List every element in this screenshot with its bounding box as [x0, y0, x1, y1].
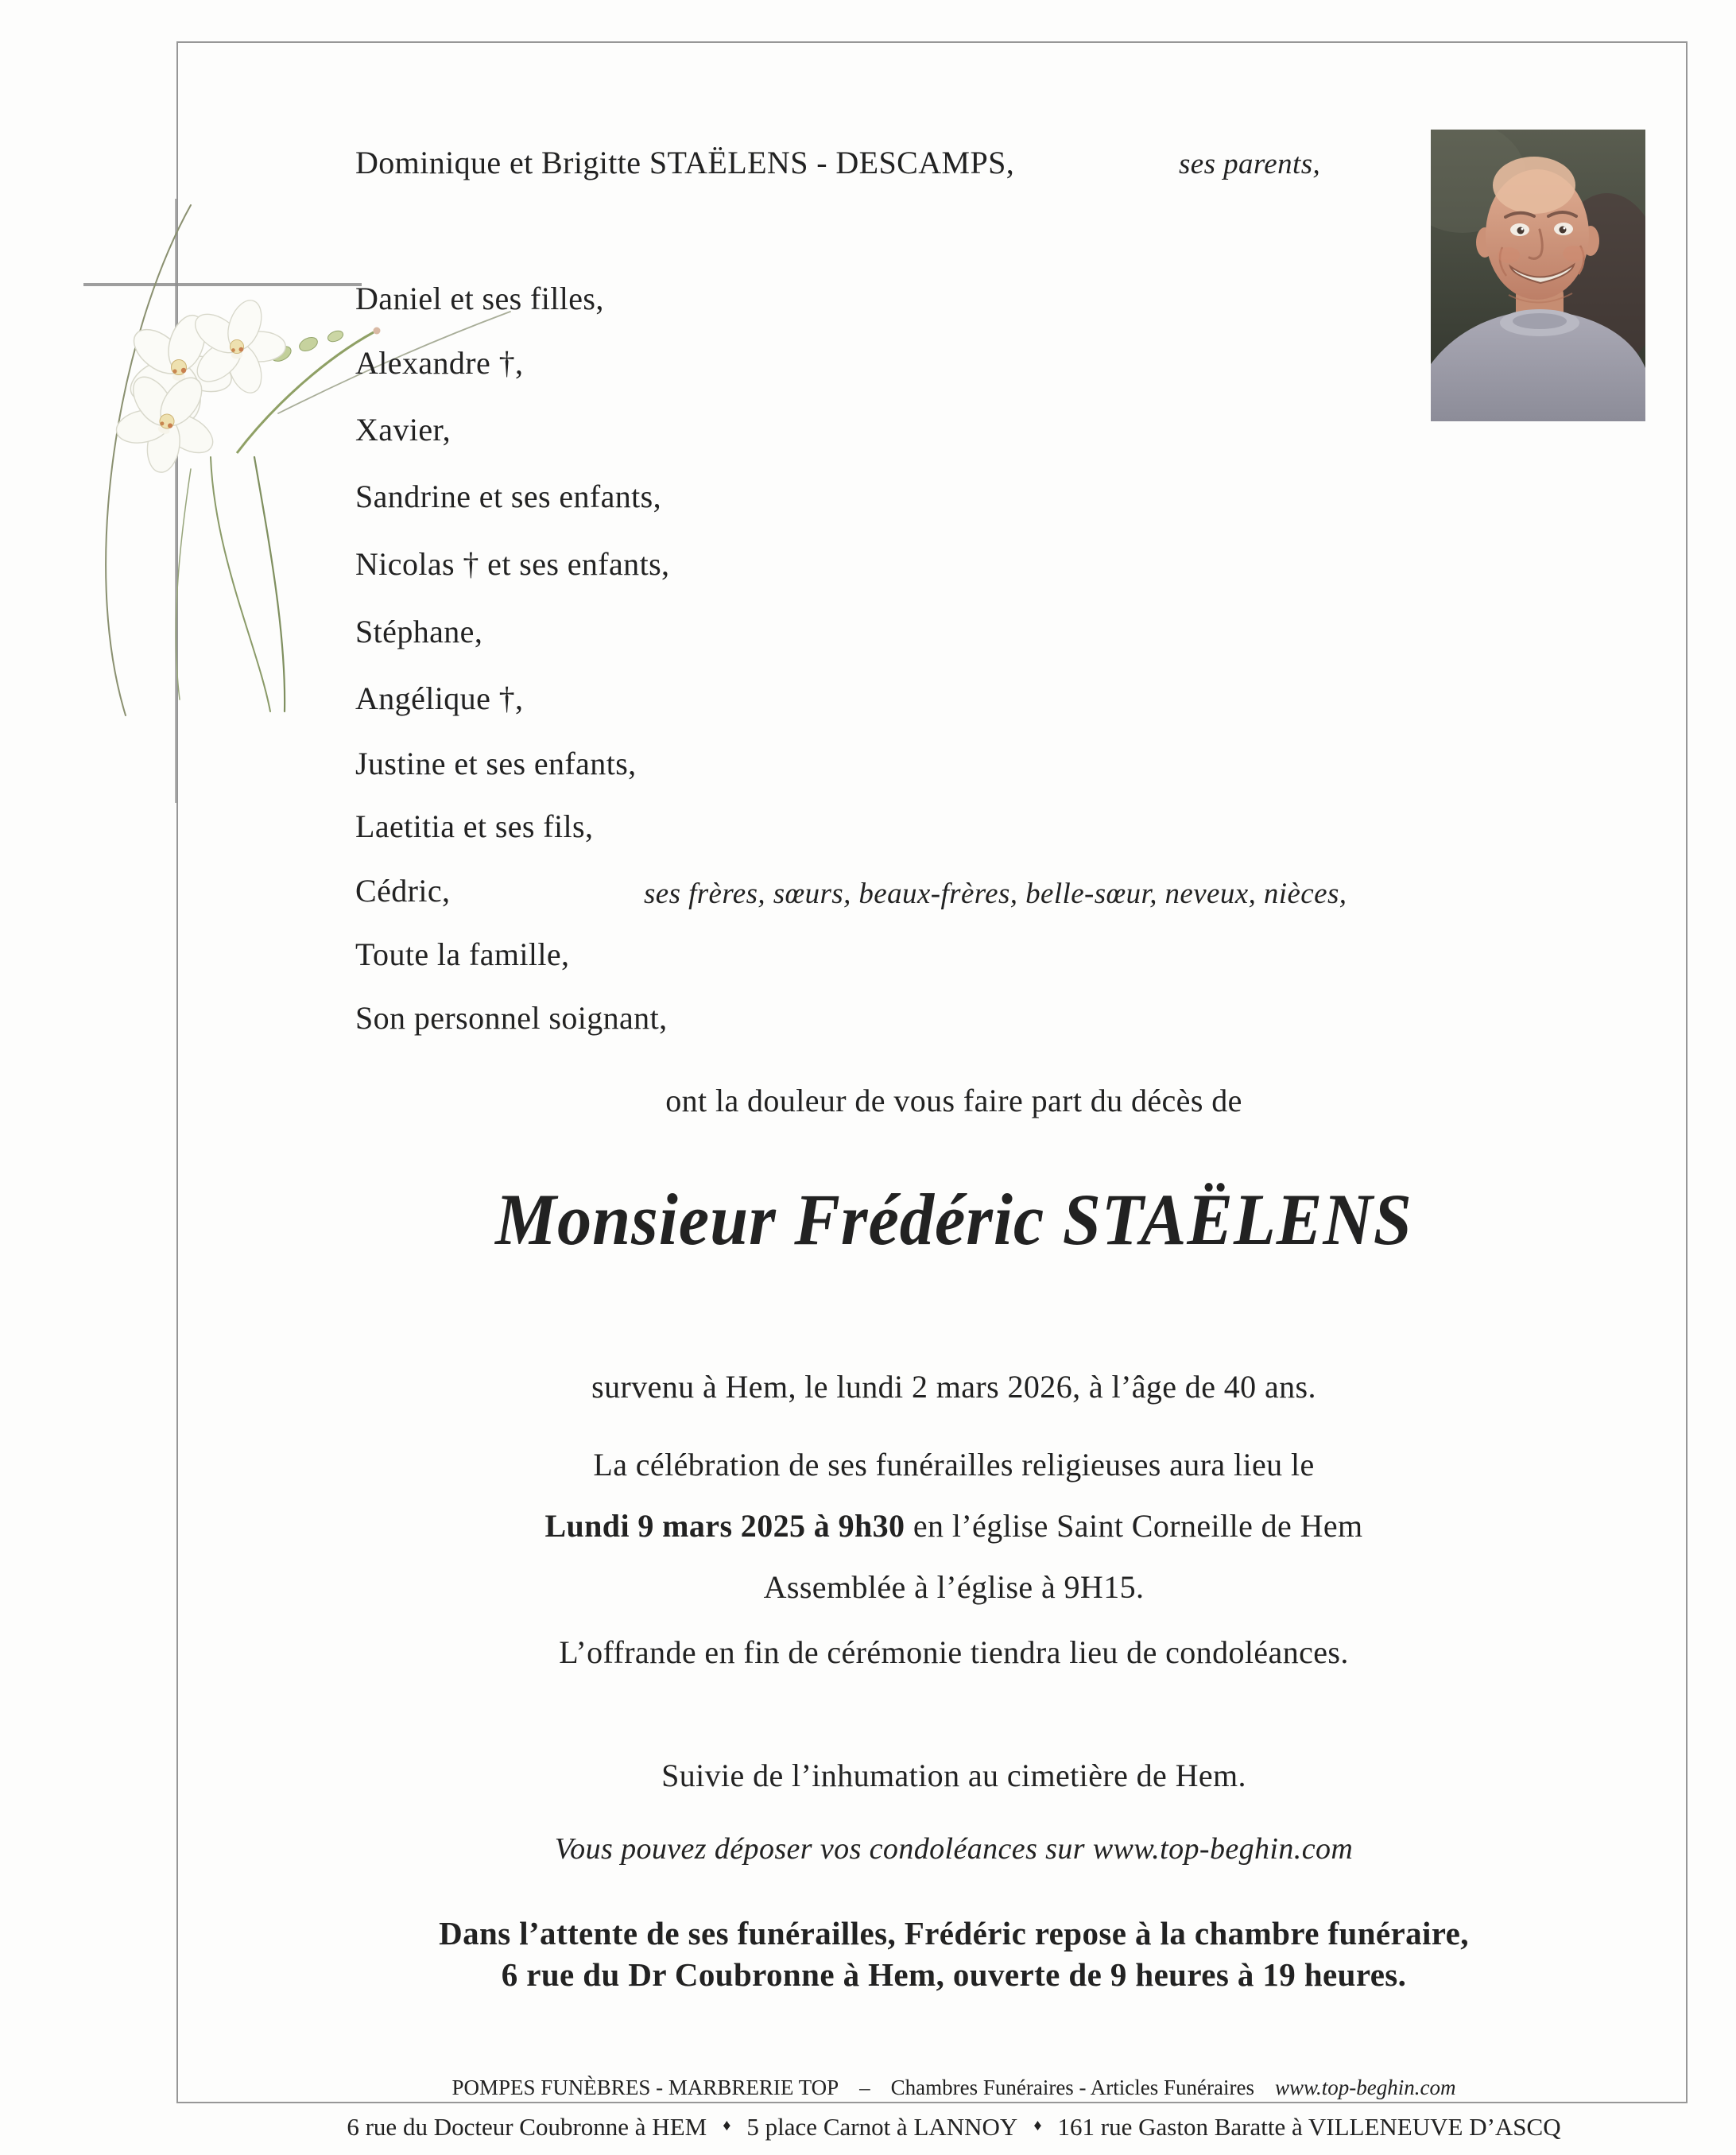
funeral-home-info-line: [159, 2076, 1736, 2100]
diamond-separator-icon: ♦: [1033, 2116, 1042, 2134]
repose-line-1: Dans l’attente de ses funérailles, Frédéric repose à la chambre funéraire,: [439, 1915, 1469, 1952]
repose-line-2: 6 rue du Dr Coubronne à Hem, ouverte de 9 heures à 19 heures.: [501, 1956, 1407, 1993]
ceremony-intro-line: La célébration de ses funérailles religieuses aura lieu le: [593, 1447, 1315, 1483]
siblings-relation-label: ses frères, sœurs, beaux-frères, belle-sœur, neveux, nièces,: [644, 878, 1347, 910]
parents-relation-label: ses parents,: [1179, 148, 1321, 180]
family-row: Stéphane,: [355, 614, 483, 649]
family-row: Xavier,: [355, 412, 451, 448]
family-row: Nicolas † et ses enfants,: [355, 546, 670, 582]
family-row: Son personnel soignant,: [355, 1000, 668, 1036]
funeral-home-services: Chambres Funéraires - Articles Funéraires: [890, 2076, 1254, 2099]
ceremony-date-bold: Lundi 9 mars 2025 à 9h30: [544, 1508, 905, 1544]
announcement-line: ont la douleur de vous faire part du décès de: [665, 1083, 1242, 1118]
funeral-home-website: www.top-beghin.com: [1275, 2076, 1456, 2099]
family-row: Sandrine et ses enfants,: [355, 479, 662, 514]
funeral-home-name: POMPES FUNÈBRES - MARBRERIE TOP: [451, 2076, 839, 2099]
diamond-separator-icon: ♦: [723, 2116, 731, 2134]
address-hem: 6 rue du Docteur Coubronne à HEM: [347, 2113, 707, 2141]
family-row: Alexandre †,: [355, 345, 524, 381]
family-row: Laetitia et ses fils,: [355, 808, 594, 844]
portrait-photo: [1431, 130, 1645, 421]
ceremony-date-rest: en l’église Saint Corneille de Hem: [905, 1508, 1363, 1544]
address-lannoy: 5 place Carnot à LANNOY: [746, 2113, 1018, 2141]
online-condolences-line: Vous pouvez déposer vos condoléances sur www.top-beghin.com: [554, 1832, 1354, 1866]
addresses-line: [159, 2113, 1736, 2141]
address-villeneuve: 161 rue Gaston Baratte à VILLENEUVE D’ASCQ: [1057, 2113, 1561, 2141]
family-row: Cédric,: [355, 873, 451, 909]
ceremony-date-line: [159, 1508, 1736, 1545]
footer-dash: –: [859, 2076, 870, 2099]
white-orchid-flowers: [100, 296, 286, 490]
burial-line: Suivie de l’inhumation au cimetière de Hem.: [661, 1758, 1246, 1793]
deceased-name-title: Monsieur Frédéric STAËLENS: [495, 1179, 1412, 1260]
family-row: Angélique †,: [355, 680, 524, 716]
death-info-line: survenu à Hem, le lundi 2 mars 2026, à l’âge de 40 ans.: [591, 1369, 1316, 1405]
family-row: Justine et ses enfants,: [355, 746, 637, 781]
assembly-line: Assemblée à l’église à 9H15.: [763, 1569, 1145, 1605]
parents-line: Dominique et Brigitte STAËLENS - DESCAMPS,: [355, 145, 1015, 180]
family-row: Toute la famille,: [355, 936, 570, 972]
family-row: Daniel et ses filles,: [355, 281, 604, 316]
offering-line: L’offrande en fin de cérémonie tiendra lieu de condoléances.: [559, 1634, 1349, 1670]
